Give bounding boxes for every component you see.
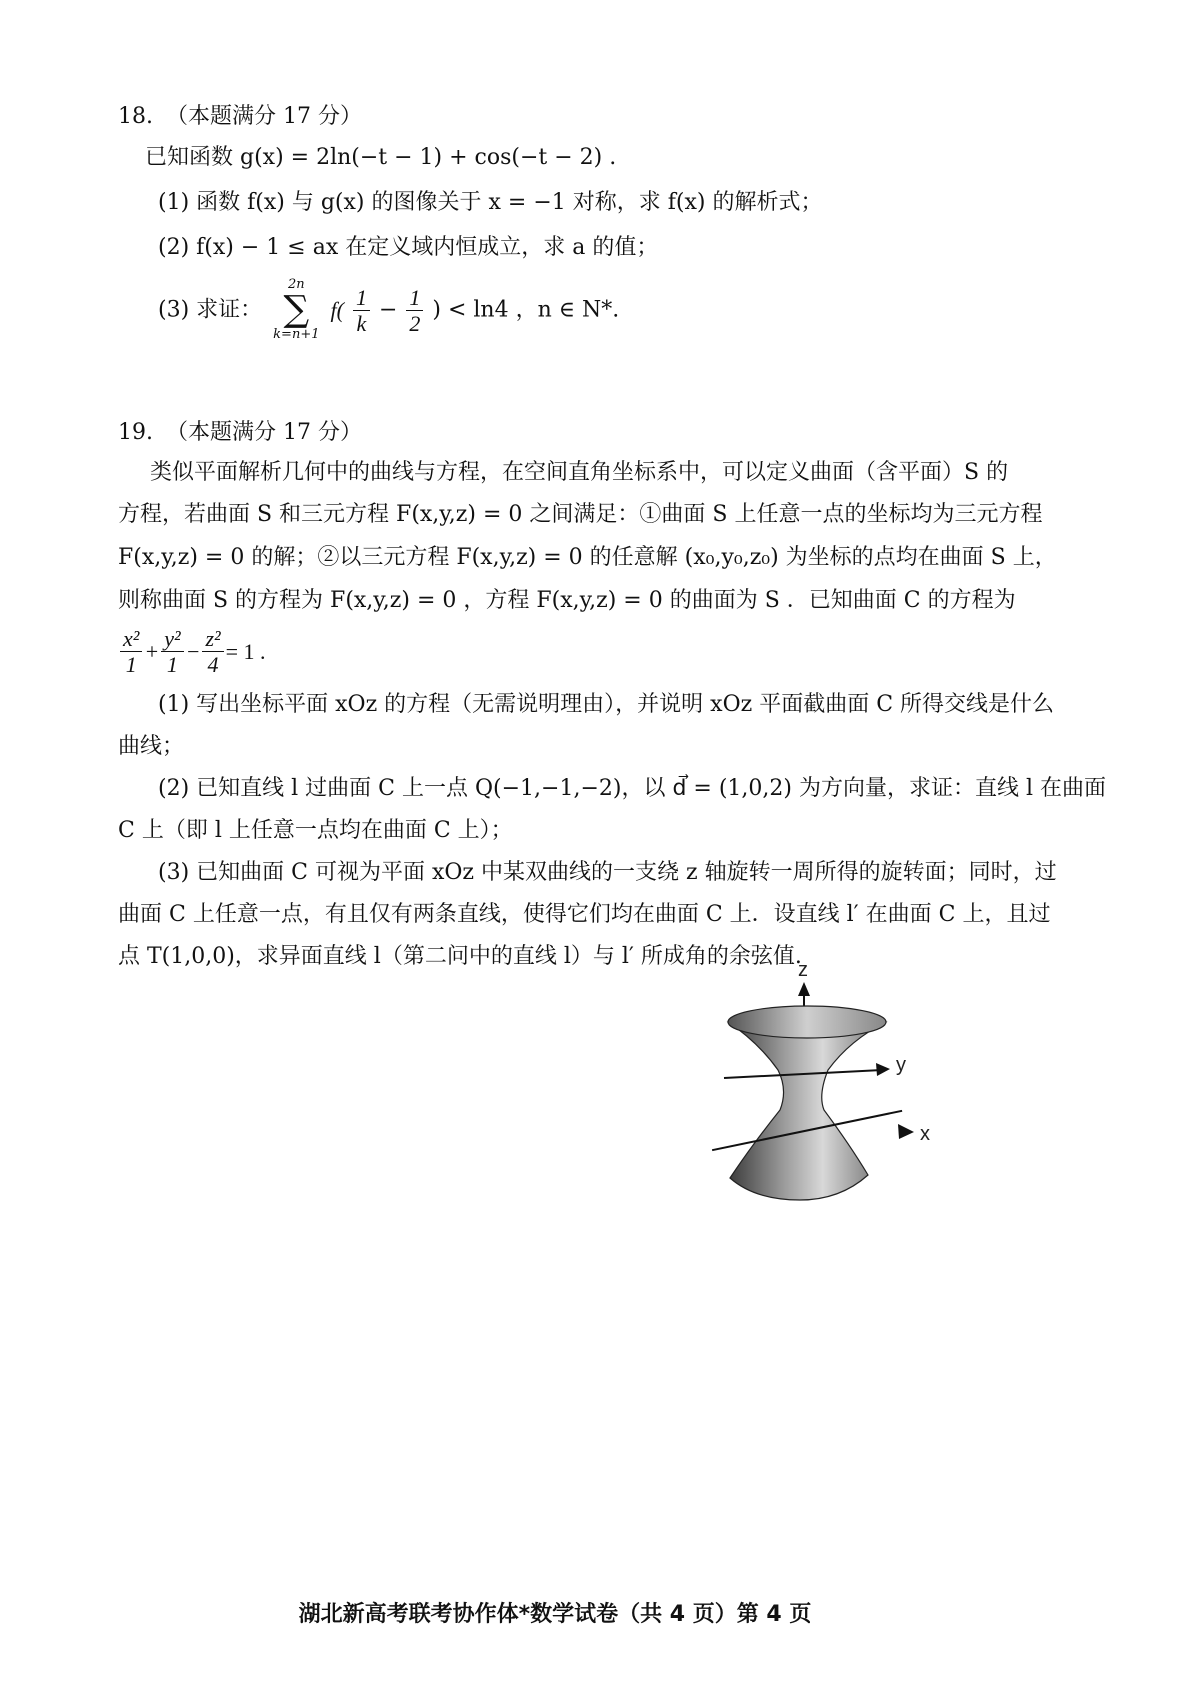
hyperboloid-figure [700,960,980,1230]
q19-part3-line3: 点 T(1,0,0)，求异面直线 l（第二问中的直线 l）与 l′ 所成角的余弦值. [118,944,802,969]
q18-number: 18. [118,104,153,129]
z-arrow-icon [798,982,810,996]
x-axis-label: x [920,1123,930,1145]
q19-part1-line1: (1) 写出坐标平面 xOz 的方程（无需说明理由），并说明 xOz 平面截曲面 C 所得交线是什么 [158,692,1055,717]
frac-num: y² [161,626,183,652]
top-rim [728,1006,886,1038]
z-axis-label: z [798,960,808,981]
frac-den: k [356,310,367,336]
q18-part1: (1) 函数 f(x) 与 g(x) 的图像关于 x = −1 对称，求 f(x) 的解析式； [158,190,823,215]
sum-lower: k=n+1 [273,327,320,343]
q19-part3-line1: (3) 已知曲面 C 可视为平面 xOz 中某双曲线的一支绕 z 轴旋转一周所得的旋转面；同时，过 [158,860,1057,885]
q18-stem: 已知函数 g(x) = 2ln(−t − 1) + cos(−t − 2) . [145,145,617,170]
q19-line2: 方程，若曲面 S 和三元方程 F(x,y,z) = 0 之间满足：①曲面 S 上任意一点的坐标均为三元方程 [118,502,1043,527]
q18-part3-tail: ) < ln4 ，n ∈ N*. [432,297,620,323]
page-footer: 湖北新高考联考协作体*数学试卷（共 4 页）第 4 页 [298,1602,812,1627]
q18-points: （本题满分 17 分） [166,104,362,129]
q18-header [118,102,362,133]
frac-num: 1 [353,285,370,311]
frac-den: 4 [207,652,219,678]
q18-part3-prefix: (3) 求证： [158,297,263,323]
frac-x [120,626,142,678]
minus-sign: − [185,638,201,664]
sigma-icon: ∑ [283,289,310,331]
equals-one: = 1 . [225,638,266,664]
frac-num: 1 [406,285,423,311]
frac-den: 1 [125,652,137,678]
frac-1-over-2 [406,285,423,337]
q19-line3: F(x,y,z) = 0 的解；②以三元方程 F(x,y,z) = 0 的任意解 (x₀,y₀,z₀) 为坐标的点均在曲面 S 上， [118,545,1057,570]
q19-part3-line2: 曲面 C 上任意一点，有且仅有两条直线，使得它们均在曲面 C 上．设直线 l′ 在曲面 C 上，且过 [118,902,1051,927]
q19-part2-line1: (2) 已知直线 l 过曲面 C 上一点 Q(−1,−1,−2)，以 d⃗ = (1,0,2) 为方向量，求证：直线 l 在曲面 [158,776,1107,801]
plus-sign: + [144,638,160,664]
frac-den: 1 [166,652,178,678]
f-open: f( [330,297,344,323]
frac-num: x² [120,626,142,652]
q18-part2: (2) f(x) − 1 ≤ ax 在定义域内恒成立，求 a 的值； [158,235,659,260]
q19-part2-line2: C 上（即 l 上任意一点均在曲面 C 上）； [118,818,513,843]
q19-number: 19. [118,420,153,445]
q19-line4: 则称曲面 S 的方程为 F(x,y,z) = 0 ，方程 F(x,y,z) = 0 的曲面为 S ．已知曲面 C 的方程为 [118,588,1016,613]
q19-points: （本题满分 17 分） [166,420,362,445]
q19-line1: 类似平面解析几何中的曲线与方程，在空间直角坐标系中，可以定义曲面（含平面）S 的 [150,460,1009,485]
q19-header [118,418,362,449]
y-axis-label: y [896,1054,906,1076]
frac-1-over-k [353,285,370,337]
sum-upper: 2n [288,277,305,292]
y-arrow-icon [876,1063,890,1076]
frac-num: z² [202,626,223,652]
q19-part1-line2: 曲线； [118,734,185,759]
x-arrow-icon [898,1124,914,1139]
frac-z [202,626,223,678]
frac-y [161,626,183,678]
q18-part3 [158,278,619,343]
summation [273,278,319,343]
frac-den: 2 [409,310,421,336]
minus-sign: − [378,297,398,323]
surface-equation [118,626,266,678]
